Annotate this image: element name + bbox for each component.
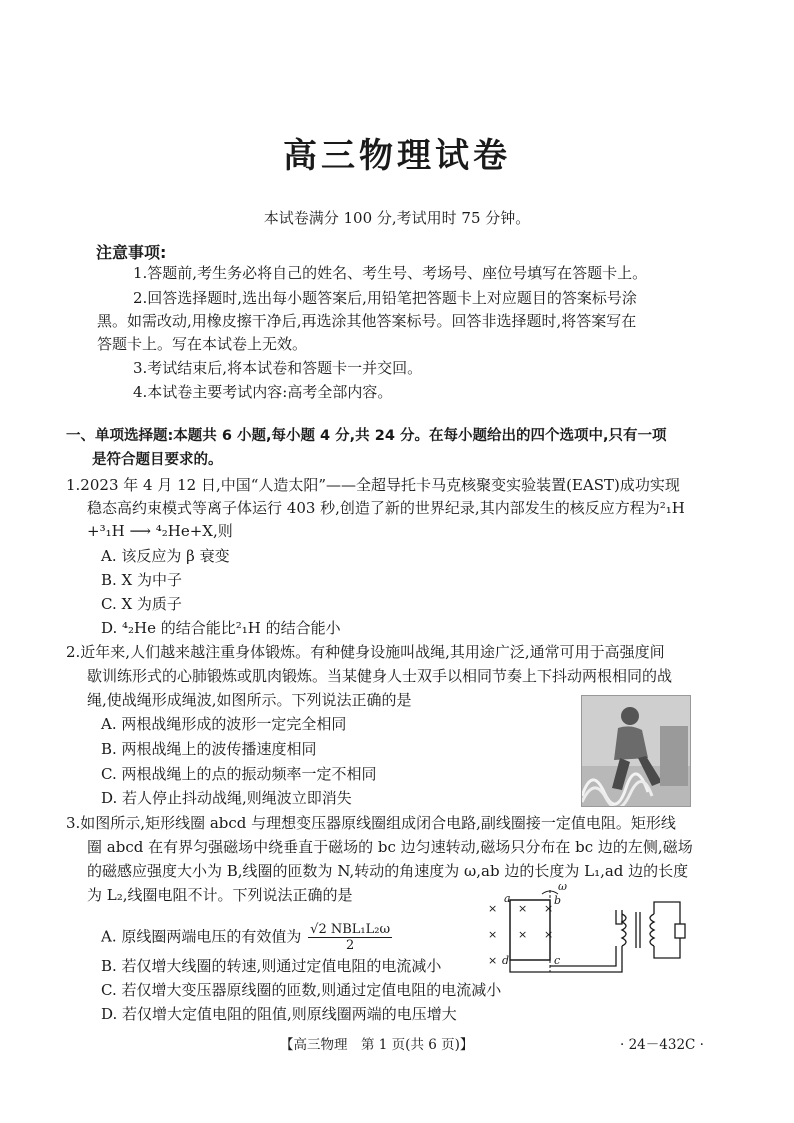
- footer-page-info: 【高三物理 第 1 页(共 6 页)】: [280, 1037, 474, 1053]
- notice-line-3: 黑。如需改动,用橡皮擦干净后,再选涂其他答案标号。回答非选择题时,将答案写在: [97, 312, 637, 330]
- q3-stem-line-1: 3.如图所示,矩形线圈 abcd 与理想变压器原线圈组成闭合电路,副线圈接一定值电阻。矩形线: [66, 814, 676, 832]
- field-mark: ×: [518, 928, 528, 941]
- secondary-wire-bottom: [654, 938, 680, 958]
- label-d: d: [502, 954, 510, 967]
- notice-line-5: 3.考试结束后,将本试卷和答题卡一并交回。: [133, 359, 423, 377]
- q3-option-a-text: A. 原线圈两端电压的有效值为: [101, 927, 302, 946]
- label-a: a: [504, 892, 511, 905]
- q3-stem-line-3: 的磁感应强度大小为 B,线圈的匝数为 N,转动的角速度为 ω,ab 边的长度为 L₁,ad 边的长度: [87, 862, 689, 880]
- battle-rope-photo: [581, 695, 691, 807]
- field-mark: ×: [544, 902, 554, 915]
- q2-stem-line-2: 歇训练形式的心肺锻炼或肌肉锻炼。当某健身人士双手以相同节奏上下抖动两根相同的战: [87, 667, 673, 685]
- q2-option-d: D. 若人停止抖动战绳,则绳波立即消失: [101, 789, 352, 807]
- q1-stem-line-2: 稳态高约束模式等离子体运行 403 秒,创造了新的世界纪录,其内部发生的核反应方程为²₁H: [87, 499, 685, 517]
- field-mark: ×: [544, 928, 554, 941]
- fraction-numerator: √2 NBL₁L₂ω: [310, 922, 391, 937]
- q3-option-c: C. 若仅增大变压器原线圈的匝数,则通过定值电阻的电流减小: [101, 981, 502, 999]
- notice-line-1: 1.答题前,考生务必将自己的姓名、考生号、考场号、座位号填写在答题卡上。: [133, 264, 648, 282]
- exam-title: 高三物理试卷: [283, 136, 511, 176]
- q2-stem-line-3: 绳,使战绳形成绳波,如图所示。下列说法正确的是: [87, 691, 412, 709]
- q1-option-b: B. X 为中子: [101, 571, 183, 589]
- section1-heading-line-1: 一、单项选择题:本题共 6 小题,每小题 4 分,共 24 分。在每小题给出的四个选项中,只有一项: [66, 428, 667, 444]
- resistor: [675, 924, 685, 938]
- section1-heading-line-2: 是符合题目要求的。: [92, 452, 223, 468]
- field-mark: ×: [518, 902, 528, 915]
- q2-stem-line-1: 2.近年来,人们越来越注重身体锻炼。有种健身设施叫战绳,其用途广泛,通常可用于高强度间: [66, 643, 665, 661]
- q1-stem-line-1: 1.2023 年 4 月 12 日,中国“人造太阳”——全超导托卡马克核聚变实验装置(EAST)成功实现: [66, 476, 680, 494]
- notice-heading: 注意事项:: [96, 243, 167, 262]
- footer-code: · 24－432C ·: [620, 1037, 704, 1053]
- q3-stem-line-4: 为 L₂,线圈电阻不计。下列说法正确的是: [87, 886, 353, 904]
- secondary-coil: [650, 914, 654, 946]
- q1-stem-line-3: +³₁H ⟶ ⁴₂He+X,则: [87, 522, 233, 540]
- field-mark: ×: [488, 928, 498, 941]
- q3-stem-line-2: 圈 abcd 在有界匀强磁场中绕垂直于磁场的 bc 边匀速转动,磁场只分布在 bc 边的左侧,磁场: [87, 838, 693, 856]
- notice-line-4: 答题卡上。写在本试卷上无效。: [97, 335, 308, 353]
- notice-line-6: 4.本试卷主要考试内容:高考全部内容。: [133, 383, 393, 401]
- fraction-denominator: 2: [345, 938, 355, 953]
- label-omega: ω: [558, 880, 567, 893]
- battle-rope-illustration: [582, 696, 690, 806]
- secondary-wire-top: [654, 902, 680, 924]
- q1-option-a: A. 该反应为 β 衰变: [101, 547, 230, 565]
- q3-option-d: D. 若仅增大定值电阻的阻值,则原线圈两端的电压增大: [101, 1005, 457, 1023]
- q2-option-a: A. 两根战绳形成的波形一定完全相同: [101, 715, 347, 733]
- field-mark: ×: [488, 954, 498, 967]
- label-b: b: [554, 894, 562, 907]
- notice-line-2: 2.回答选择题时,选出每小题答案后,用铅笔把答题卡上对应题目的答案标号涂: [133, 289, 637, 307]
- q3-option-a-fraction: [308, 922, 392, 953]
- exam-subtitle: 本试卷满分 100 分,考试用时 75 分钟。: [263, 209, 531, 227]
- q1-option-c: C. X 为质子: [101, 595, 182, 613]
- label-c: c: [554, 954, 561, 967]
- field-mark: ×: [488, 902, 498, 915]
- q1-option-d: D. ⁴₂He 的结合能比²₁H 的结合能小: [101, 619, 341, 637]
- q2-option-c: C. 两根战绳上的点的振动频率一定不相同: [101, 765, 377, 783]
- primary-wire-bottom: [510, 946, 622, 972]
- q2-option-b: B. 两根战绳上的波传播速度相同: [101, 740, 317, 758]
- coil-transformer-diagram: [482, 880, 692, 980]
- q3-option-b: B. 若仅增大线圈的转速,则通过定值电阻的电流减小: [101, 957, 442, 975]
- q3-option-a: [101, 922, 392, 953]
